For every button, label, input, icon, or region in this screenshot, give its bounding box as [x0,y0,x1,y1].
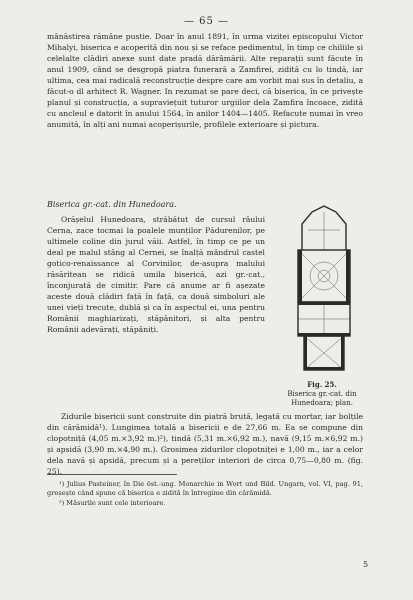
figure-caption-text: Biserica gr.-cat. din Hunedoara; plan. [287,389,357,407]
top-paragraph-text: mânăstirea rămâne pustie. Doar în anul 1891, în urma vizitei episcopului Victor Mihalyi, biserica e acoperită din nou și se reface pedimentul, în timp ce chiliile și celelalte clădiri anexe sunt date pradă dărâmării. Alte reparații sunt făcute în anul 1909, când se desgropă piatra funerară a Zamfirei, zidită cu lo tindă, iar ultima, cea mai radicală reconstrucție despre care am vorbit mai sus în detaliu, a făcut-o dl arhitect R. Wagner. In rezumat se pare deci, că biserica, în ce privește planul și construcția, a supraviețuit tuturor urgiilor dela Zamfira încoace, zidită cu ancleul e datorit în anului 1564, în anilor 1404—1405. Refacute numai în vreo anumită, în alți ani numai acoperișurile, profilele exterioare și pictura. [47,32,363,129]
bottom-paragraph [47,411,363,477]
footnote-separator [47,474,177,475]
footnote: ¹) Julius Pasteiner, în Die öst.-ung. Monarchie in Wort und Bild. Ungarn, vol. VI, pag. 91, greșește când spune că biserica e zidită în întregime din cărămidă. [47,480,363,498]
left-column-paragraph [47,214,265,335]
footnotes [47,480,363,508]
corner-number: 5 [363,560,369,569]
footnote: ²) Măsurile sunt cele interioare. [59,498,166,507]
page-number: — 65 — [183,16,230,27]
figure-label: Fig. 25. [307,380,337,389]
left-column-text: Orășelul Hunedoara, străbătut de cursul râului Cerna, zace tocmai la poalele munților Pădurenilor, pe ultimele coline din jurul văii. Astfel, în timp ce pe un deal pe malul stâng al Cernei, se înalță mândrul castel gotico-renaissance al Corvinilor, de-asupra malului răsăritean se ridică umila biserică, azi gr.-cat., înconjurată de cimitir. Pare că anume ar fi așezate aceste două clădiri față în față, ca două simboluri ale unei vieți trecute, dublă și ca în aspectul ei, una pentru Românii maghiarizați, stăpânitori, și alta pentru Românii adevărați, stăpâniți. [47,215,265,334]
bottom-paragraph-text: Zidurile bisericii sunt construite din piatră brută, legată cu mortar, iar bolțile din cărămidă¹). Lungimea totală a bisericii e de 27,66 m. Ea se compune din clopotniță (4,05 m.×3,92 m.)²), tindă (5,31 m.×6,92 m.), navă (9,15 m.×6,92 m.) și apsidă (3,90 m.×4,90 m.). Grosimea zidurilor clopotniței e 1,00 m., iar a celor dela navă și apsidă, precum și a pereților interiori de circa 0,75—0,80 m. (fig. 25). [47,412,363,476]
top-paragraph [47,31,363,130]
figure-caption [272,380,372,409]
church-floor-plan [278,202,370,374]
section-heading: Biserica gr.-cat. din Hunedoara. [47,200,177,209]
